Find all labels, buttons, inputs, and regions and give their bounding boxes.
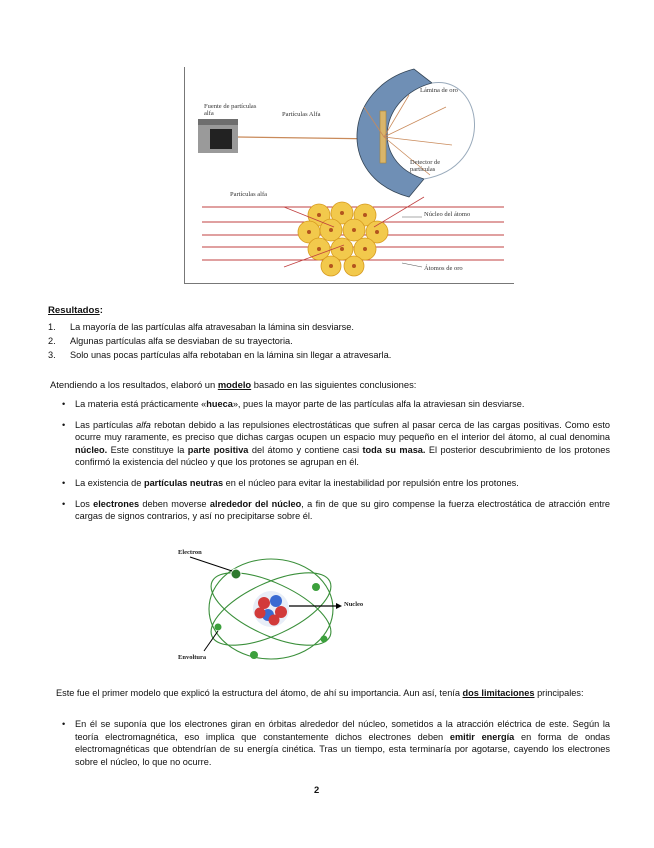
electron-dot [231, 569, 241, 579]
limitations-list [62, 718, 610, 768]
list-item: 1. La mayoría de las partículas alfa atravesaban la lámina sin desviarse. [48, 322, 354, 332]
label-particles-lower: Partículas alfa [230, 191, 267, 198]
atom-model-figure [176, 547, 376, 665]
results-heading: Resultados: [48, 305, 103, 316]
results-heading-text: Resultados [48, 305, 100, 316]
model-intro: Atendiendo a los resultados, elaboró un modelo basado en las siguientes conclusiones: [50, 379, 417, 390]
label-gold-foil: Lámina de oro [420, 87, 458, 94]
list-item: • Las partículas alfa rebotan debido a las repulsiones electrostáticas que sufren al pasar cerca de las cargas positivas. Como esto ocurre muy raramente, es preciso que dichas cargas ocupen un espacio muy pequeño en el interior del átomo, al cual denomina núcleo. Este constituye la parte positiva del átomo y contiene casi toda su masa. El posterior descubrimiento de los protones confirmó la existencia del núcleo y que los protones se agrupan en él. [62, 419, 610, 469]
label-atoms: Átomos de oro [424, 265, 463, 272]
label-nucleus: Núcleo del átomo [424, 211, 471, 218]
nucleus-cluster [253, 591, 289, 627]
results-list [48, 320, 391, 362]
model-term: modelo [217, 379, 252, 390]
page-number: 2 [314, 784, 320, 795]
label-detector: Detector de partículas [410, 159, 441, 173]
label-electron: Electron [178, 549, 202, 556]
list-item: • La materia está prácticamente «hueca», pues la mayor parte de las partículas alfa la atraviesan sin desviarse. [62, 398, 610, 411]
rutherford-experiment-figure [184, 67, 514, 285]
limitations-intro: Este fue el primer modelo que explicó la estructura del átomo, de ahí su importancia. Aun así, tenía dos limitaciones principales: [56, 688, 584, 698]
label-envelope: Envoltura [178, 654, 207, 661]
conclusions-list [62, 398, 610, 531]
label-nucleus: Nucleo [344, 601, 364, 608]
label-source: Fuente de partículas alfa [204, 103, 257, 117]
list-item: 2. Algunas partículas alfa se desviaban de su trayectoria. [48, 336, 293, 346]
list-item: • Los electrones deben moverse alrededor del núcleo, a fin de que su giro compense la fuerza electrostática de atracción entre cargas de signos contrarios, y así no precipitarse sobre él. [62, 498, 610, 523]
list-item: • En él se suponía que los electrones giran en órbitas alrededor del núcleo, sometidos a la atracción eléctrica de este. Según la teoría electromagnética, eso implica que constantemente dichos electrones deben emitir energía en forma de ondas electromagnéticas que obtendrían de su energía cinética. Tras un tiempo, esta terminaría por agotarse, cayendo los electrones sobre el núcleo, lo que no ocurre. [62, 718, 610, 768]
list-item: 3. Solo unas pocas partículas alfa rebotaban en la lámina sin llegar a atravesarla. [48, 350, 392, 360]
list-item: • La existencia de partículas neutras en el núcleo para evitar la inestabilidad por repulsión entre los protones. [62, 477, 610, 490]
limitations-term: dos limitaciones [462, 688, 535, 698]
label-particles: Partículas Alfa [282, 111, 321, 118]
figure-border [184, 67, 514, 284]
